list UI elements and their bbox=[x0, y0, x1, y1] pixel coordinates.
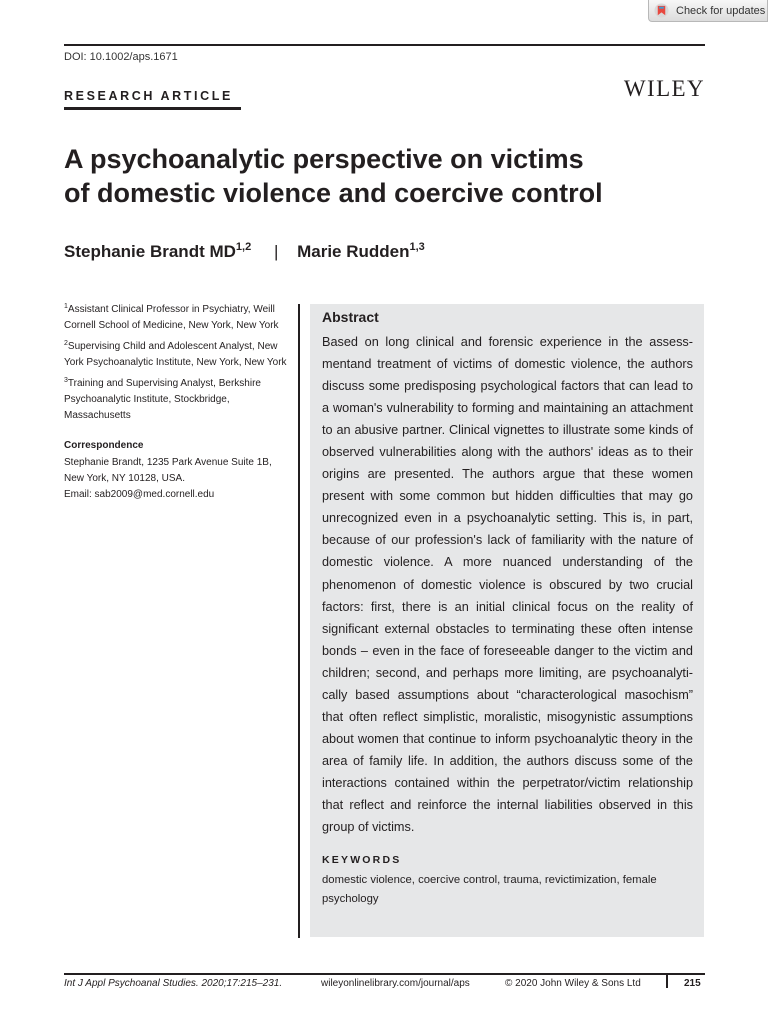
affiliation-number: 2 bbox=[64, 339, 68, 347]
column-divider bbox=[298, 304, 300, 938]
keywords-list: domestic violence, coercive control, trauma, revictimization, female psychology bbox=[322, 874, 657, 906]
check-for-updates-button[interactable] bbox=[648, 0, 768, 22]
author-affiliation-ref: 1,3 bbox=[409, 241, 425, 253]
correspondence-heading: Correspondence bbox=[64, 440, 144, 452]
copyright: © 2020 John Wiley & Sons Ltd bbox=[505, 978, 641, 989]
author-separator: | bbox=[273, 242, 279, 261]
abstract-text: Based on long clinical and forensic experience in the assessmentand treatment of victims of domestic violence, the authors discuss some predisposing psychological factors that can lead to a woman's vulnerability to forming and maintaining an attachment to an abusive partner. Clinical vignettes to illustrate some kinds of observed vulnerabilities along with the authors' ideas as to their origins are presented. The authors argue that these women present with some common but hidden difficulties that may go unrecognized even in a psychoanalytic setting. This is, in part, because of our profession's lack of familiarity with the nature of domestic violence. A more nuanced understanding of the phenomenon of domestic violence is obscured by two crucial factors: first, there is an initial clinical focus on the reality of significant external obstacles to terminating these often intense bonds – even in the face of foreseeable danger to the victim and children; second, and perhaps more limiting, are psychoanalytically based assumptions about “characterological masochism” that often reflect simplistic, moralistic, misogynistic assumptions about women that continue to inform psychoanalytic theory in the area of family life. In addition, the authors discuss some of the interactions contained within the perpetrator/victim relationship that reflect and reinforce the internal liabilities observed in this group of victims. bbox=[322, 335, 693, 835]
title-line-1: A psychoanalytic perspective on victims bbox=[64, 144, 584, 174]
abstract-box bbox=[310, 304, 704, 937]
publisher-logo: WILEY bbox=[623, 76, 705, 101]
doi: DOI: 10.1002/aps.1671 bbox=[64, 51, 178, 63]
correspondence-email[interactable]: Email: sab2009@med.cornell.edu bbox=[64, 489, 215, 501]
title-line-2: of domestic violence and coercive control bbox=[64, 178, 603, 208]
header-rule bbox=[64, 44, 705, 46]
journal-url-link[interactable]: wileyonlinelibrary.com/journal/aps bbox=[321, 978, 470, 989]
journal-citation: Int J Appl Psychoanal Studies. 2020;17:215–231. bbox=[64, 978, 283, 989]
affiliations-column bbox=[64, 302, 292, 503]
correspondence-address: Stephanie Brandt, 1235 Park Avenue Suite 1B, New York, NY 10128, USA. bbox=[64, 456, 272, 484]
author-name[interactable]: Marie Rudden bbox=[297, 242, 410, 261]
affiliation-text: Assistant Clinical Professor in Psychiatry, Weill Cornell School of Medicine, New York, New York bbox=[64, 304, 279, 332]
affiliation-number: 3 bbox=[64, 376, 68, 384]
author-affiliation-ref: 1,2 bbox=[235, 241, 252, 253]
author-name[interactable]: Stephanie Brandt MD bbox=[64, 242, 236, 261]
affiliation bbox=[64, 339, 292, 371]
affiliation-text: Training and Supervising Analyst, Berkshire Psychoanalytic Institute, Stockbridge, Massachusetts bbox=[64, 377, 261, 422]
article-type-underline bbox=[64, 107, 241, 110]
affiliation-text: Supervising Child and Adolescent Analyst, New York Psychoanalytic Institute, New York, New York bbox=[64, 340, 287, 369]
page-number: 215 bbox=[684, 978, 701, 989]
article-title bbox=[64, 142, 684, 210]
footer-rule bbox=[64, 973, 705, 975]
check-for-updates-label: Check for updates bbox=[676, 4, 766, 17]
affiliation bbox=[64, 376, 292, 425]
footer bbox=[64, 978, 641, 989]
affiliation-number: 1 bbox=[64, 303, 68, 310]
footer-divider bbox=[666, 974, 668, 988]
keywords-heading: KEYWORDS bbox=[322, 854, 402, 867]
affiliation bbox=[64, 302, 292, 334]
author-list bbox=[64, 242, 425, 262]
article-type: RESEARCH ARTICLE bbox=[64, 89, 233, 103]
crossmark-icon bbox=[654, 3, 669, 18]
abstract-heading: Abstract bbox=[322, 309, 379, 325]
